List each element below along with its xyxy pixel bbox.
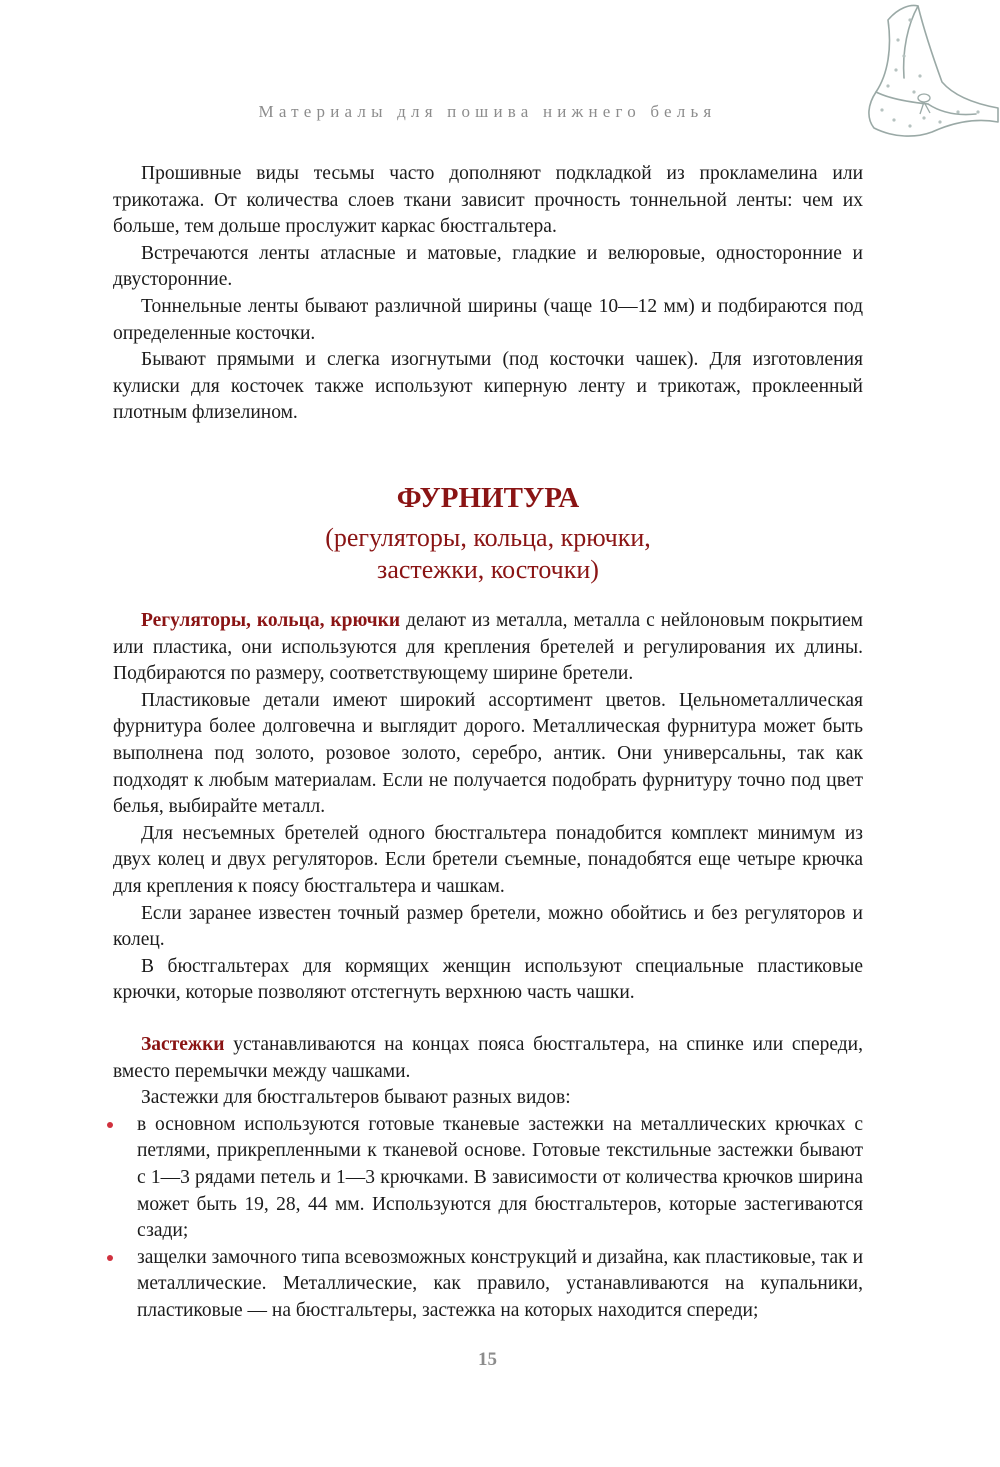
paragraph-text: устанавливаются на концах пояса бюстгальтера, на спинке или спереди, вместо перемычки между чашками.: [113, 1034, 863, 1082]
page-number: 15: [478, 1349, 497, 1370]
paragraph: Тоннельные ленты бывают различной ширины (чаще 10—12 мм) и подбираются под определенные косточки.: [113, 295, 863, 344]
section-heading: [113, 480, 863, 586]
paragraph: [113, 1032, 863, 1085]
bullet-list: [113, 1112, 863, 1325]
section-subtitle-line-2: застежки, косточки): [377, 555, 599, 584]
bullet-icon: [107, 1255, 113, 1261]
paragraph: Прошивные виды тесьмы часто дополняют подкладкой из прокламелина или трикотажа. От количества слоев ткани зависит прочность тоннельной ленты: чем их больше, тем дольше прослужит каркас бюстгальтера.: [113, 163, 863, 238]
lead-term: Регуляторы, кольца, крючки: [141, 610, 401, 631]
clasps-text-block: [113, 1032, 863, 1325]
fittings-text-block: [113, 608, 863, 1007]
list-item-text: в основном используются готовые тканевые застежки на металлических крючках с петлями, прикрепленными к тканевой основе. Готовые текстильные застежки бывают с 1—3 рядами петель и 1—3 крючками. В зависимости от количества крючков ширина может быть 19, 28, 44 мм. Используются для бюстгальтеров, которые застегиваются сзади;: [137, 1113, 863, 1242]
paragraph: Встречаются ленты атласные и матовые, гладкие и велюровые, односторонние и двусторонние.: [113, 242, 863, 291]
section-subtitle-line-1: (регуляторы, кольца, крючки,: [325, 523, 651, 552]
list-item: [113, 1112, 863, 1245]
paragraph-text: делают из металла, металла с нейлоновым покрытием или пластика, они используются для крепления бретелей и регулирования их длины. Подбираются по размеру, соответствующему ширине бретели.: [113, 610, 863, 685]
paragraph: Если заранее известен точный размер бретели, можно обойтись и без регуляторов и колец.: [113, 902, 863, 951]
paragraph: Застежки для бюстгальтеров бывают разных видов:: [141, 1087, 571, 1109]
list-item-text: защелки замочного типа всевозможных конструкций и дизайна, как пластиковые, так и металлические. Металлические, как правило, устанавливаются на купальники, пластиковые — на бюстгальтеры, застежка на которых находится спереди;: [137, 1246, 863, 1321]
running-title: Материалы для пошива нижнего белья: [258, 102, 717, 121]
paragraph: В бюстгальтерах для кормящих женщин используют специальные пластиковые крючки, которые позволяют отстегнуть верхнюю часть чашки.: [113, 955, 863, 1004]
paragraph: Для несъемных бретелей одного бюстгальтера понадобится комплект минимум из двух колец и двух регуляторов. Если бретели съемные, понадобятся еще четыре крючка для крепления к поясу бюстгальтера и чашкам.: [113, 822, 863, 897]
intro-text-block: [113, 161, 863, 427]
list-item: [113, 1245, 863, 1325]
paragraph: Пластиковые детали имеют широкий ассортимент цветов. Цельнометаллическая фурнитура более долговечна и выглядит дорого. Металлическая фурнитура может быть выполнена под золото, розовое золото, серебро, антик. Они универсальны, так как подходят к любым материалам. Если не получается подобрать фурнитуру точно под цвет белья, выбирайте металл.: [113, 689, 863, 818]
section-title: ФУРНИТУРА: [396, 482, 580, 514]
lead-term: Застежки: [141, 1034, 225, 1055]
paragraph: Бывают прямыми и слегка изогнутыми (под косточки чашек). Для изготовления кулиски для косточек также используют киперную ленту и трикотаж, проклеенный плотным флизелином.: [113, 349, 863, 424]
bullet-icon: [107, 1122, 113, 1128]
paragraph: [113, 608, 863, 688]
